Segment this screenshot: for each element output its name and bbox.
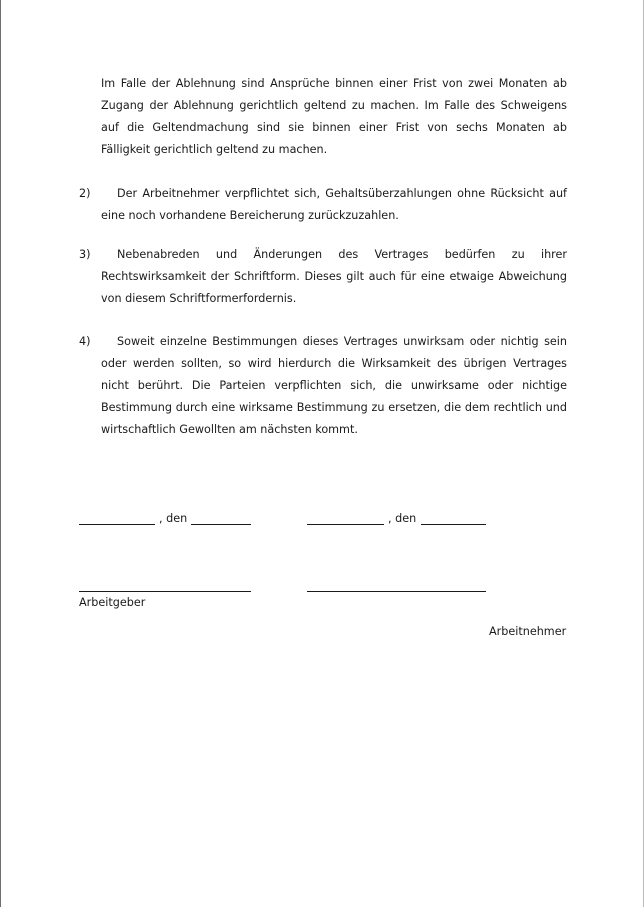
paragraph-4-text: Soweit einzelne Bestimmungen dieses Vertrages unwirksam oder nichtig sein oder werden sollten, so wird hierdurch die Wirksamkeit des übrigen Vertrages nicht berührt. Die Parteien verpflichten sich, die unwirksame oder nichtige Bestimmung durch eine wirksame Bestimmung zu ersetzen, die dem rechtlich und wirtschaftlich Gewollten am nächsten kommt. — [101, 335, 567, 436]
paragraph-1 — [101, 73, 567, 161]
place-date-joiner-right: , den — [388, 512, 417, 525]
date-line-left — [191, 524, 251, 525]
paragraph-2-number: 2) — [79, 187, 91, 200]
employee-label: Arbeitnehmer — [489, 625, 567, 638]
paragraph-2 — [101, 183, 567, 227]
paragraph-4-number: 4) — [79, 335, 91, 348]
place-line-right — [307, 524, 384, 525]
date-line-right — [421, 524, 486, 525]
employee-signature-line — [307, 591, 486, 592]
paragraph-2-text: Der Arbeitnehmer verpflichtet sich, Gehaltsüberzahlungen ohne Rücksicht auf eine noch vorhandene Bereicherung zurückzuzahlen. — [101, 187, 567, 222]
place-line-left — [79, 524, 155, 525]
paragraph-4 — [101, 331, 567, 441]
place-date-joiner-left: , den — [159, 512, 188, 525]
paragraph-1-text: Im Falle der Ablehnung sind Ansprüche binnen einer Frist von zwei Monaten ab Zugang der Ablehnung gerichtlich geltend zu machen. Im Falle des Schweigens auf die Geltendmachung sind sie binnen einer Frist von sechs Monaten ab Fälligkeit gerichtlich geltend zu machen. — [101, 77, 567, 156]
paragraph-3-text: Nebenabreden und Änderungen des Vertrages bedürfen zu ihrer Rechtswirksamkeit der Schriftform. Dieses gilt auch für eine etwaige Abweichung von diesem Schriftformerfordernis. — [101, 248, 567, 305]
paragraph-3-number: 3) — [79, 248, 91, 261]
employer-label: Arbeitgeber — [79, 596, 146, 609]
paragraph-3 — [101, 244, 567, 310]
employer-signature-line — [79, 591, 251, 592]
